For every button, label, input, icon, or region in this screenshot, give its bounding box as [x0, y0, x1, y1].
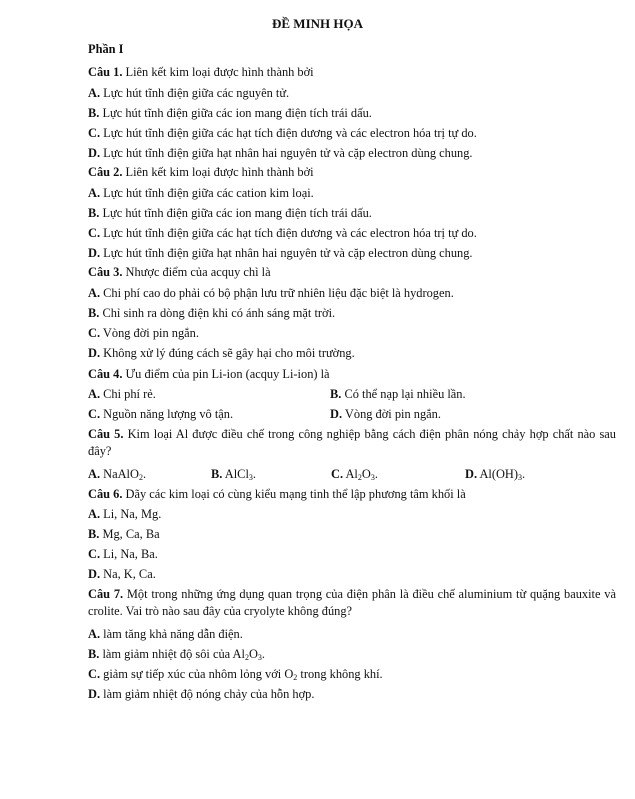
- question-2-option-d: D. Lực hút tĩnh điện giữa hạt nhân hai nguyên tử và cặp electron dùng chung.: [88, 246, 473, 260]
- question-4-option-b: B. Có thể nạp lại nhiều lần.: [330, 387, 466, 401]
- question-6-option-a: A. Li, Na, Mg.: [88, 507, 162, 521]
- question-6-option-d: D. Na, K, Ca.: [88, 567, 156, 581]
- question-4-option-d: D. Vòng đời pin ngắn.: [330, 407, 441, 421]
- question-7-option-a: A. làm tăng khả năng dẫn điện.: [88, 627, 243, 641]
- question-1-option-c: C. Lực hút tĩnh điện giữa các hạt tích điện dương và các electron hóa trị tự do.: [88, 126, 477, 140]
- question-2-stem: Câu 2. Liên kết kim loại được hình thành bởi: [88, 165, 314, 179]
- question-3-option-b: B. Chỉ sinh ra dòng điện khi có ánh sáng mặt trời.: [88, 306, 336, 320]
- question-6-option-b: B. Mg, Ca, Ba: [88, 527, 160, 541]
- question-3-stem: Câu 3. Nhược điểm của acquy chì là: [88, 265, 271, 279]
- question-2-option-a: A. Lực hút tĩnh điện giữa các cation kim loại.: [88, 186, 314, 200]
- question-7-stem: Câu 7. Một trong những ứng dụng quan trọng của điện phân là điều chế aluminium từ quặng bauxite và crolite. Vai trò nào sau đây của cryolyte không đúng?: [88, 587, 616, 618]
- question-3-option-c: C. Vòng đời pin ngắn.: [88, 326, 199, 340]
- question-2-option-b: B. Lực hút tĩnh điện giữa các ion mang điện tích trái dấu.: [88, 206, 372, 220]
- question-1-option-a: A. Lực hút tĩnh điện giữa các nguyên tử.: [88, 86, 290, 100]
- question-5-option-b: B. AlCl$_3$.: [211, 467, 256, 482]
- question-4-stem: Câu 4. Ưu điểm của pin Li-ion (acquy Li-ion) là: [88, 367, 330, 381]
- question-7-option-b: B. làm giảm nhiệt độ sôi của $Al_2O_3$.: [88, 647, 266, 662]
- question-1-option-d: D. Lực hút tĩnh điện giữa hạt nhân hai nguyên tử và cặp electron dùng chung.: [88, 146, 473, 160]
- question-2-option-c: C. Lực hút tĩnh điện giữa các hạt tích điện dương và các electron hóa trị tự do.: [88, 226, 477, 240]
- question-5-option-c: C. $Al_2O_3$.: [331, 467, 378, 482]
- question-7-option-d: D. làm giảm nhiệt độ nóng chảy của hỗn hợp.: [88, 687, 315, 701]
- question-5-option-a: A. NaAlO$_2$.: [88, 467, 147, 482]
- question-5-option-d: D. $Al(OH)_3$.: [465, 467, 526, 482]
- question-7-option-c: C. giảm sự tiếp xúc của nhôm lỏng với $O_2$ trong không khí.: [88, 667, 383, 682]
- question-4-option-a: A. Chi phí rẻ.: [88, 387, 156, 401]
- question-1-option-b: B. Lực hút tĩnh điện giữa các ion mang điện tích trái dấu.: [88, 106, 372, 120]
- question-6-stem: Câu 6. Dãy các kim loại có cùng kiểu mạng tinh thể lập phương tâm khối là: [88, 487, 466, 501]
- page-title: ĐỀ MINH HỌA: [272, 16, 363, 31]
- question-3-option-d: D. Không xử lý đúng cách sẽ gây hại cho môi trường.: [88, 346, 355, 360]
- question-1-stem: Câu 1. Liên kết kim loại được hình thành bởi: [88, 65, 314, 79]
- question-3-option-a: A. Chi phí cao do phải có bộ phận lưu trữ nhiên liệu đặc biệt là hydrogen.: [88, 286, 454, 300]
- question-6-option-c: C. Li, Na, Ba.: [88, 547, 158, 561]
- section-heading: Phần I: [88, 42, 124, 56]
- question-4-option-c: C. Nguồn năng lượng vô tận.: [88, 407, 234, 421]
- question-5-stem: Câu 5. Kim loại Al được điều chế trong công nghiệp bằng cách điện phân nóng chảy hợp chất nào sau đây?: [88, 427, 616, 458]
